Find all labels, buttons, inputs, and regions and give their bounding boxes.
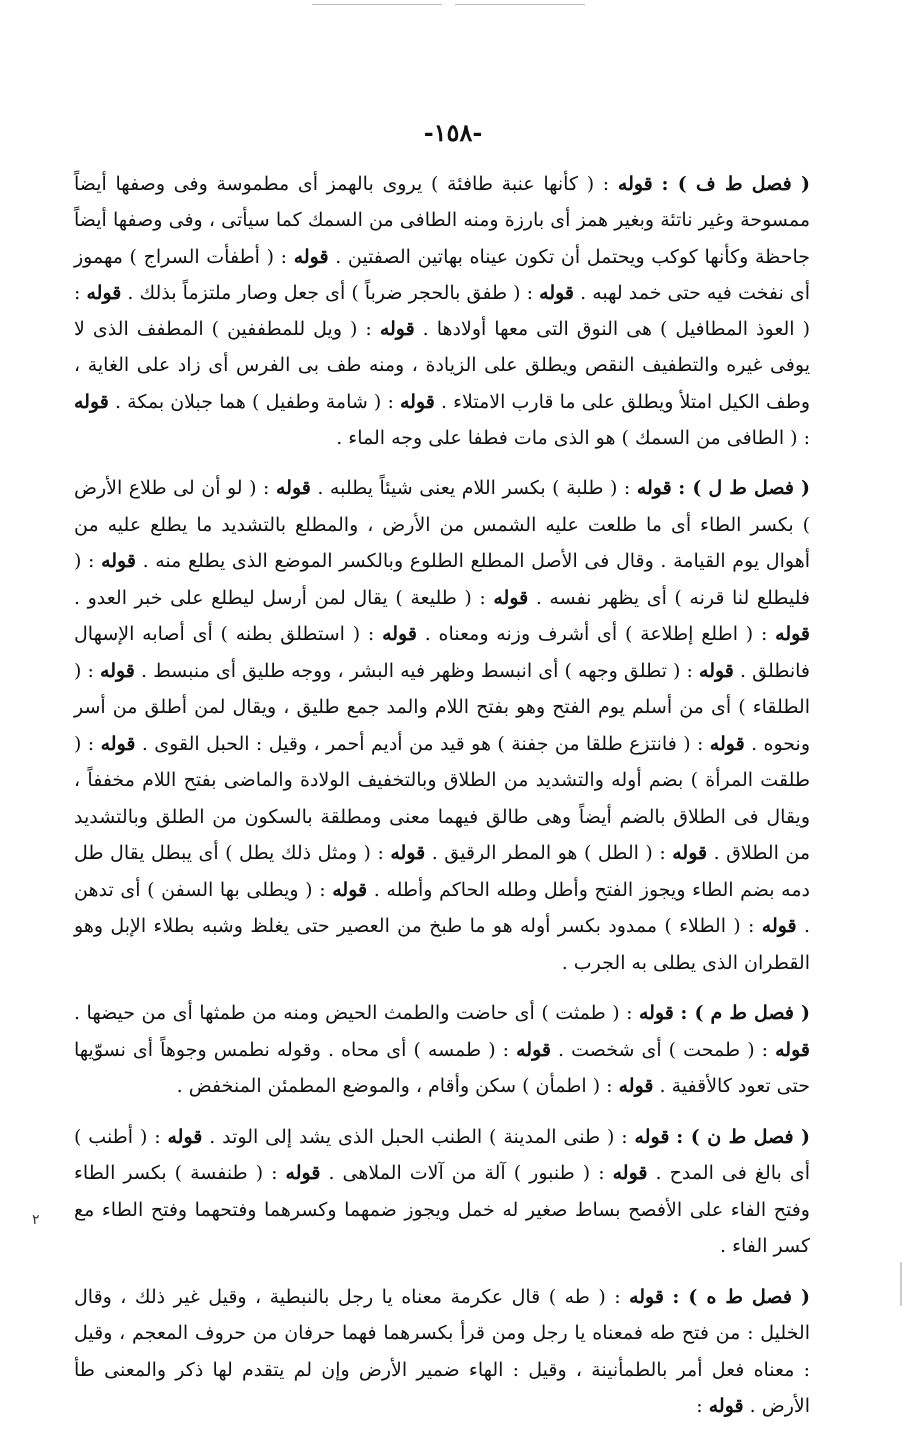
bold-term: قوله: [382, 623, 417, 646]
body-text: : ( تطلق وجهه ) أى انبسط وظهر فيه البشر ، ووجه طليق أى منبسط .: [134, 659, 700, 682]
bold-term: قوله: [275, 477, 311, 500]
body-text: : ( طلقت المرأة ) بضم أوله والتشديد من الطلاق وبالتخفيف الولادة والماضى بفتح اللام مخففاً ، ويقال فى الطلاق بالضم أيضاً وهى طالق فيهما معنى ومطلقة بالسكون من الطلق وبالتشديد من الطلاق .: [74, 732, 811, 865]
bold-term: ( فصل ط ف ) :: [661, 173, 810, 195]
signature-mark: ٢: [32, 1212, 40, 1228]
body-text: : ( الطافى من السمك ) هو الذى مات فطفا على وجه الماء .: [336, 427, 810, 450]
section-paragraph: [74, 470, 810, 981]
bold-term: ( فصل ط م ) :: [680, 1002, 810, 1025]
page-number: -١٥٨-: [423, 118, 483, 147]
body-text: : ( طلبة ) بكسر اللام يعنى شيئاً يطلبه .: [310, 477, 637, 500]
body-text: : ( طه ) قال عكرمة معناه يا رجل بالنبطية ، وقيل غير ذلك ، وقال الخليل : من فتح طه فمعناه يا رجل ومن قرأ بكسرهما فهما حرفان من حروف المعجم ، وقيل : معناه فعل أمر بالطمأنينة ، وقيل : الهاء ضمير الأرض وإن لم يتقدم لها ذكر والمعنى طأ الأرض .: [74, 1285, 810, 1418]
bold-term: قوله: [672, 842, 708, 865]
bold-term: قوله: [708, 1395, 744, 1418]
body-text: : ( طمحت ) أى شخصت .: [550, 1038, 776, 1061]
body-text: : ( الطلقاء ) أى من أسلم يوم الفتح وهو بفتح اللام والمد جمع طليق ، ويقال لمن أطلق من أسر ونحوه .: [74, 659, 810, 755]
bold-term: قوله: [100, 659, 135, 682]
bold-term: قوله: [100, 732, 136, 755]
body-text: :: [696, 1395, 709, 1418]
main-text: [74, 166, 810, 1439]
bold-term: قوله: [539, 281, 575, 304]
body-text: : ( اطمأن ) سكن وأقام ، والموضع المطمئن المنخفض .: [176, 1075, 619, 1098]
bold-term: قوله: [167, 1125, 203, 1148]
body-text: : ( أطنب ) أى بالغ فى المدح .: [74, 1125, 810, 1185]
body-text: : ( اطلع إطلاعة ) أى أشرف وزنه ومعناه .: [416, 623, 776, 646]
body-text: : ( طليعة ) يقال لمن أرسل ليطلع على خبر العدو .: [74, 586, 494, 609]
body-text: : ( ويل للمطففين ) المطفف الذى لا يوفى غيره والتطفيف النقص ويطلق على الزيادة ، ومنه طف بى الفرس أى زاد على الغاية ، وطف الكيل امتلأ ويطلق على ما قارب الامتلاء .: [74, 318, 810, 413]
body-text: : ( الطلاء ) ممدود بكسر أوله هو ما طبخ من العصير حتى يغلظ وشبه بطلاء الإبل وهو القطران الذى يطلى به الجرب .: [74, 915, 810, 974]
bold-term: قوله: [618, 1075, 654, 1098]
bold-term: قوله: [399, 390, 435, 413]
section-paragraph: [74, 995, 810, 1105]
bold-term: قوله: [74, 390, 109, 413]
body-text: : ( فانتزع طلقا من جفنة ) هو قيد من أديم أحمر ، وقيل : الحبل القوى .: [135, 732, 710, 755]
body-text: : ( شامة وطفيل ) هما جبلان بمكة .: [108, 390, 400, 413]
body-text: : ( كأنها عنبة طافئة ) يروى بالهمز أى مطموسة وفى وصفها أيضاً ممسوحة وغير ناتئة وبغير همز أى بارزة ومنه الطافى من السمك كما سيأتى ، وفى وصفها أيضاً جاحظة وكأنها كوكب ويحتمل أن تكون عيناه بهاتين الصفتين .: [74, 173, 810, 268]
bold-term: قوله: [761, 915, 797, 938]
section-paragraph: [74, 166, 810, 456]
bold-term: قوله: [636, 477, 672, 500]
bold-term: قوله: [709, 732, 745, 755]
bold-term: قوله: [612, 1162, 648, 1185]
bold-term: قوله: [379, 318, 415, 341]
body-text: : ( الطل ) هو المطر الرقيق .: [425, 842, 673, 865]
bold-term: قوله: [629, 1285, 664, 1308]
body-text: : ( طنفسة ) بكسر الطاء وفتح الفاء على الأفصح بساط صغير له خمل ويجوز ضمهما وكسرهما وفتحهما وفتح الطاء مع كسر الفاء .: [74, 1162, 810, 1258]
bold-term: ( فصل ط ن ) :: [676, 1125, 810, 1148]
body-text: : ( لو أن لى طلاع الأرض ) بكسر الطاء أى ما طلعت عليه الشمس من الأرض ، والمطلع بالتشديد ما يطلع عليه من أهوال يوم القيامة . وقال فى الأصل المطلع الطلوع وبالكسر الموضع الذى يطلع منه .: [74, 477, 810, 573]
bold-term: قوله: [634, 1125, 670, 1148]
body-text: : ( طمسه ) أى محاه . وقوله نطمس وجوهاً أى نسوّيها حتى تعود كالأقفية .: [74, 1038, 810, 1098]
body-text: : ( ويطلى بها السفن ) أى تدهن .: [74, 878, 810, 938]
bold-term: قوله: [293, 245, 329, 268]
bold-term: قوله: [493, 586, 529, 609]
bold-term: قوله: [390, 842, 426, 865]
bold-term: قوله: [86, 281, 122, 304]
bold-term: قوله: [285, 1162, 321, 1185]
bold-term: قوله: [617, 173, 653, 195]
bold-term: قوله: [332, 878, 368, 901]
body-text: : ( طمثت ) أى حاضت والطمث الحيض ومنه من طمثها أى من حيضها .: [74, 1002, 639, 1025]
bold-term: ( فصل ط ه ) :: [672, 1285, 810, 1308]
body-text: : ( طفق بالحجر ضرباً ) أى جعل وصار ملتزماً بذلك .: [121, 281, 540, 304]
top-rule-left: [312, 4, 442, 5]
bold-term: قوله: [516, 1038, 551, 1061]
body-text: : ( طنبور ) آلة من آلات الملاهى .: [320, 1162, 613, 1185]
bold-term: ( فصل ط ل ) :: [678, 477, 811, 500]
section-paragraph: [74, 1279, 810, 1425]
bold-term: قوله: [639, 1002, 674, 1025]
bold-term: قوله: [775, 1038, 810, 1061]
body-text: : ( ومثل ذلك يطل ) أى يبطل يقال طل دمه بضم الطاء ويجوز الفتح وأطل وطله الحاكم وأطله .: [74, 842, 811, 901]
body-text: : ( استطلق بطنه ) أى أصابه الإسهال فانطلق .: [74, 623, 810, 682]
bold-term: قوله: [775, 623, 811, 646]
bold-term: قوله: [699, 659, 734, 682]
top-rule-right: [455, 4, 585, 5]
scan-edge: [900, 1262, 902, 1306]
bold-term: قوله: [101, 550, 136, 573]
section-paragraph: [74, 1119, 810, 1265]
body-text: : ( طنى المدينة ) الطنب الحبل الذى يشد إلى الوتد .: [202, 1125, 635, 1148]
body-text: : ( أطفأت السراج ) مهموز أى نفخت فيه حتى خمد لهبه .: [74, 245, 811, 304]
body-text: : ( فليطلع لنا قرنه ) أى يظهر نفسه .: [74, 550, 810, 609]
body-text: : ( العوذ المطافيل ) هى النوق التى معها أولادها .: [74, 281, 810, 341]
